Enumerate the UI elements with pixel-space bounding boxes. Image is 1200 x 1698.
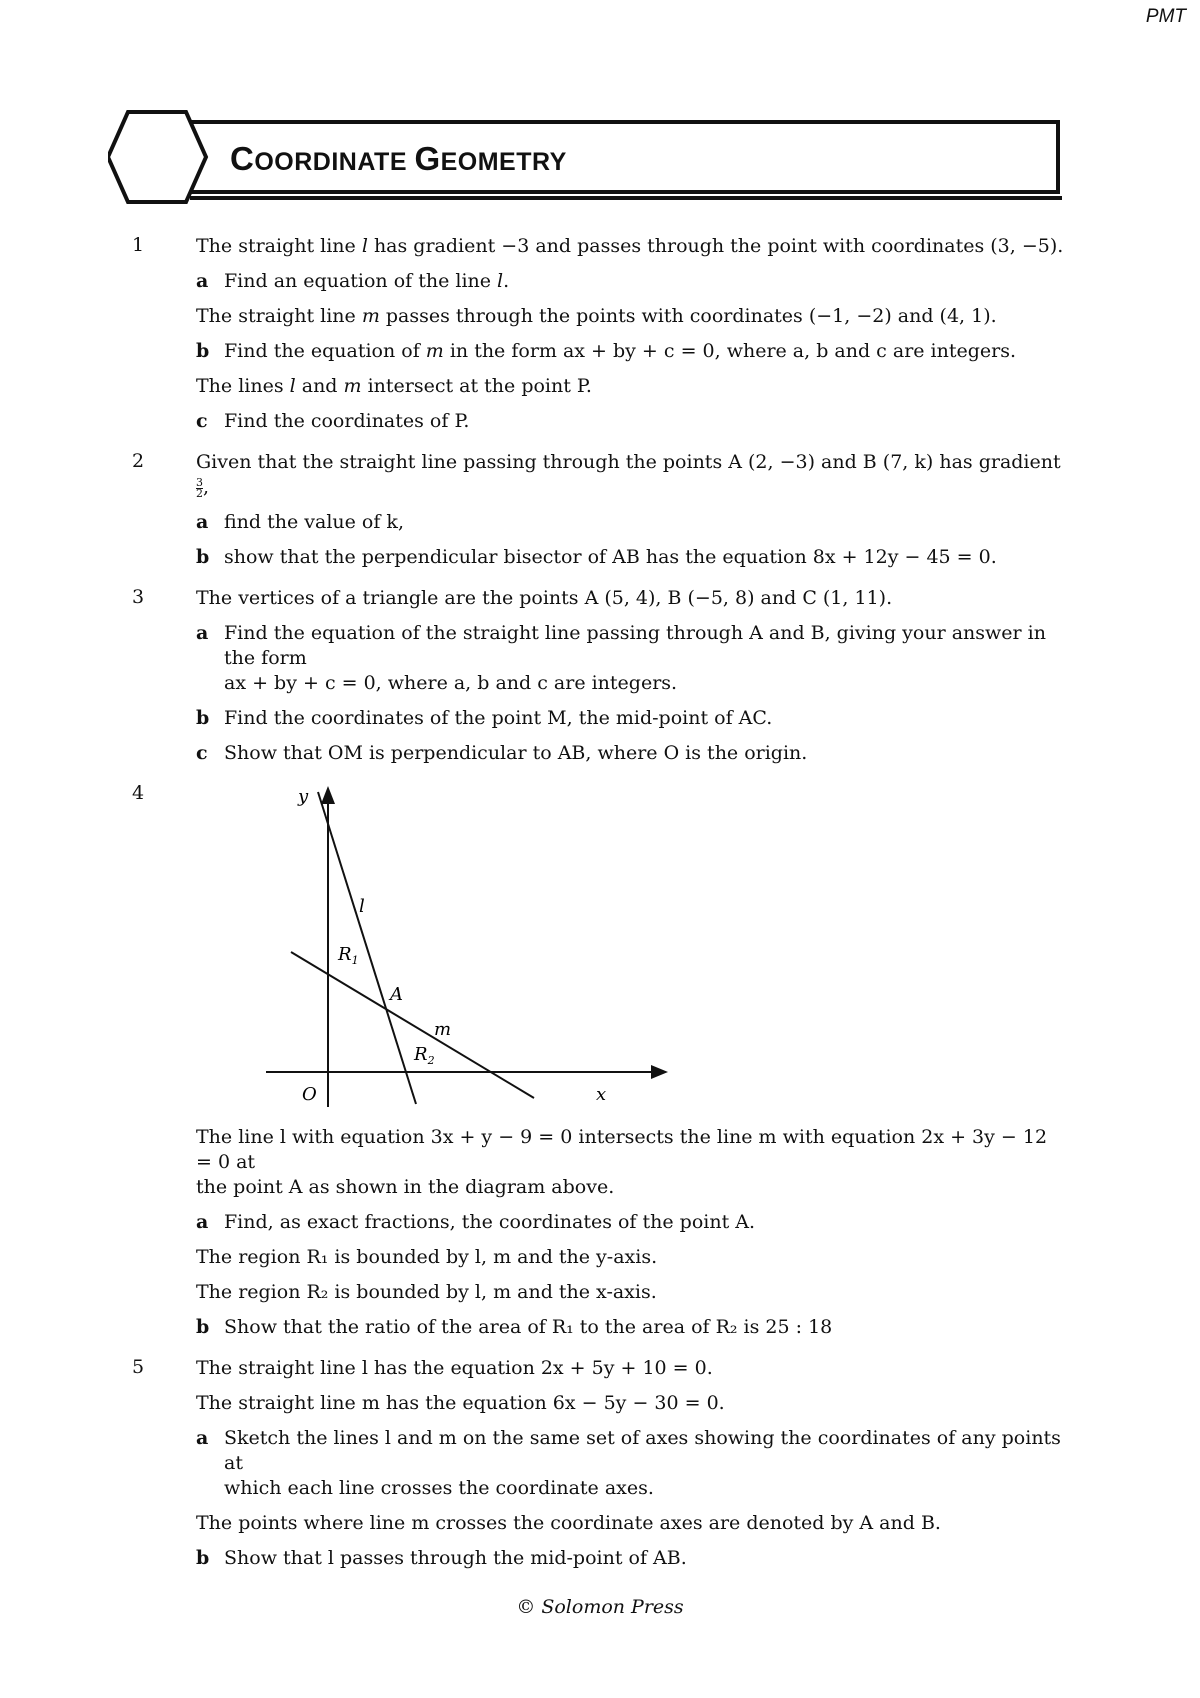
line-l — [318, 792, 416, 1104]
part-b: b Find the equation of m in the form ax + by + c = 0, where a, b and c are integers. — [196, 340, 1017, 362]
question-text: The straight line l has the equation 2x + 5y + 10 = 0. — [196, 1357, 713, 1379]
part-a: a Find the equation of the straight line passing through A and B, giving your answer in the form ax + by + c = 0, where a, b and c are integers. — [196, 622, 1046, 694]
corner-tag: PMT — [1145, 6, 1186, 27]
line-m-label: m — [434, 1019, 452, 1040]
part-a: a find the value of k, — [196, 511, 404, 533]
question-text: The line l with equation 3x + y − 9 = 0 intersects the line m with equation 2x + 3y − 12 = 0 at the point A as shown in the diagram above. — [196, 1126, 1048, 1198]
footer-copyright: © Solomon Press — [516, 1596, 684, 1618]
x-axis-arrow-icon — [651, 1065, 668, 1079]
worksheet-content — [128, 234, 1068, 1587]
title-banner — [108, 110, 1068, 206]
part-a: a Find an equation of the line l. — [196, 270, 510, 292]
question-number: 3 — [132, 586, 145, 608]
question-text: The lines l and m intersect at the point P. — [196, 375, 592, 397]
question-text: Given that the straight line passing through the points A (2, −3) and B (7, k) has gradient $\frac{3}{2}$ , — [196, 451, 1061, 500]
question-text: The straight line m passes through the points with coordinates (−1, −2) and (4, 1). — [196, 305, 997, 327]
question-text: The region R₁ is bounded by l, m and the y-axis. — [196, 1246, 658, 1268]
question-text: The region R₂ is bounded by l, m and the x-axis. — [196, 1281, 657, 1303]
question-text: The straight line m has the equation 6x − 5y − 30 = 0. — [196, 1392, 725, 1414]
line-intersection-diagram — [256, 782, 676, 1112]
region-r2-label: $R_2$ — [414, 1044, 435, 1067]
question-text: The straight line l has gradient −3 and passes through the point with coordinates (3, −5). — [196, 235, 1064, 257]
fraction: $\frac{3}{2}$ — [196, 475, 203, 500]
page-title: COORDINATE GEOMETRY — [230, 140, 567, 177]
y-axis-arrow-icon — [321, 786, 335, 804]
question-3 — [128, 586, 1068, 766]
question-4 — [128, 782, 1068, 1340]
point-a-label: A — [390, 984, 403, 1005]
part-a: a Sketch the lines l and m on the same set of axes showing the coordinates of any points at which each line crosses the coordinate axes. — [196, 1427, 1061, 1499]
part-b: b Show that the ratio of the area of R₁ to the area of R₂ is 25 : 18 — [196, 1316, 833, 1338]
question-2 — [128, 450, 1068, 570]
question-text: The vertices of a triangle are the points A (5, 4), B (−5, 8) and C (1, 11). — [196, 587, 893, 609]
question-number: 1 — [132, 234, 145, 256]
part-b: b show that the perpendicular bisector of AB has the equation 8x + 12y − 45 = 0. — [196, 546, 997, 568]
question-1 — [128, 234, 1068, 434]
origin-label: O — [302, 1084, 317, 1105]
question-5 — [128, 1356, 1068, 1571]
question-number: 2 — [132, 450, 145, 472]
line-l-label: l — [359, 896, 365, 917]
part-b: b Show that l passes through the mid-point of AB. — [196, 1547, 687, 1569]
part-b: b Find the coordinates of the point M, the mid-point of AC. — [196, 707, 773, 729]
part-a: a Find, as exact fractions, the coordinates of the point A. — [196, 1211, 756, 1233]
x-label: x — [596, 1084, 607, 1105]
question-number: 4 — [132, 782, 145, 804]
question-text: The points where line m crosses the coordinate axes are denoted by A and B. — [196, 1512, 941, 1534]
part-c: c Find the coordinates of P. — [196, 410, 470, 432]
region-r1-label: $R_1$ — [338, 944, 359, 967]
part-c: c Show that OM is perpendicular to AB, where O is the origin. — [196, 742, 808, 764]
question-number: 5 — [132, 1356, 145, 1378]
y-label: y — [298, 786, 309, 807]
